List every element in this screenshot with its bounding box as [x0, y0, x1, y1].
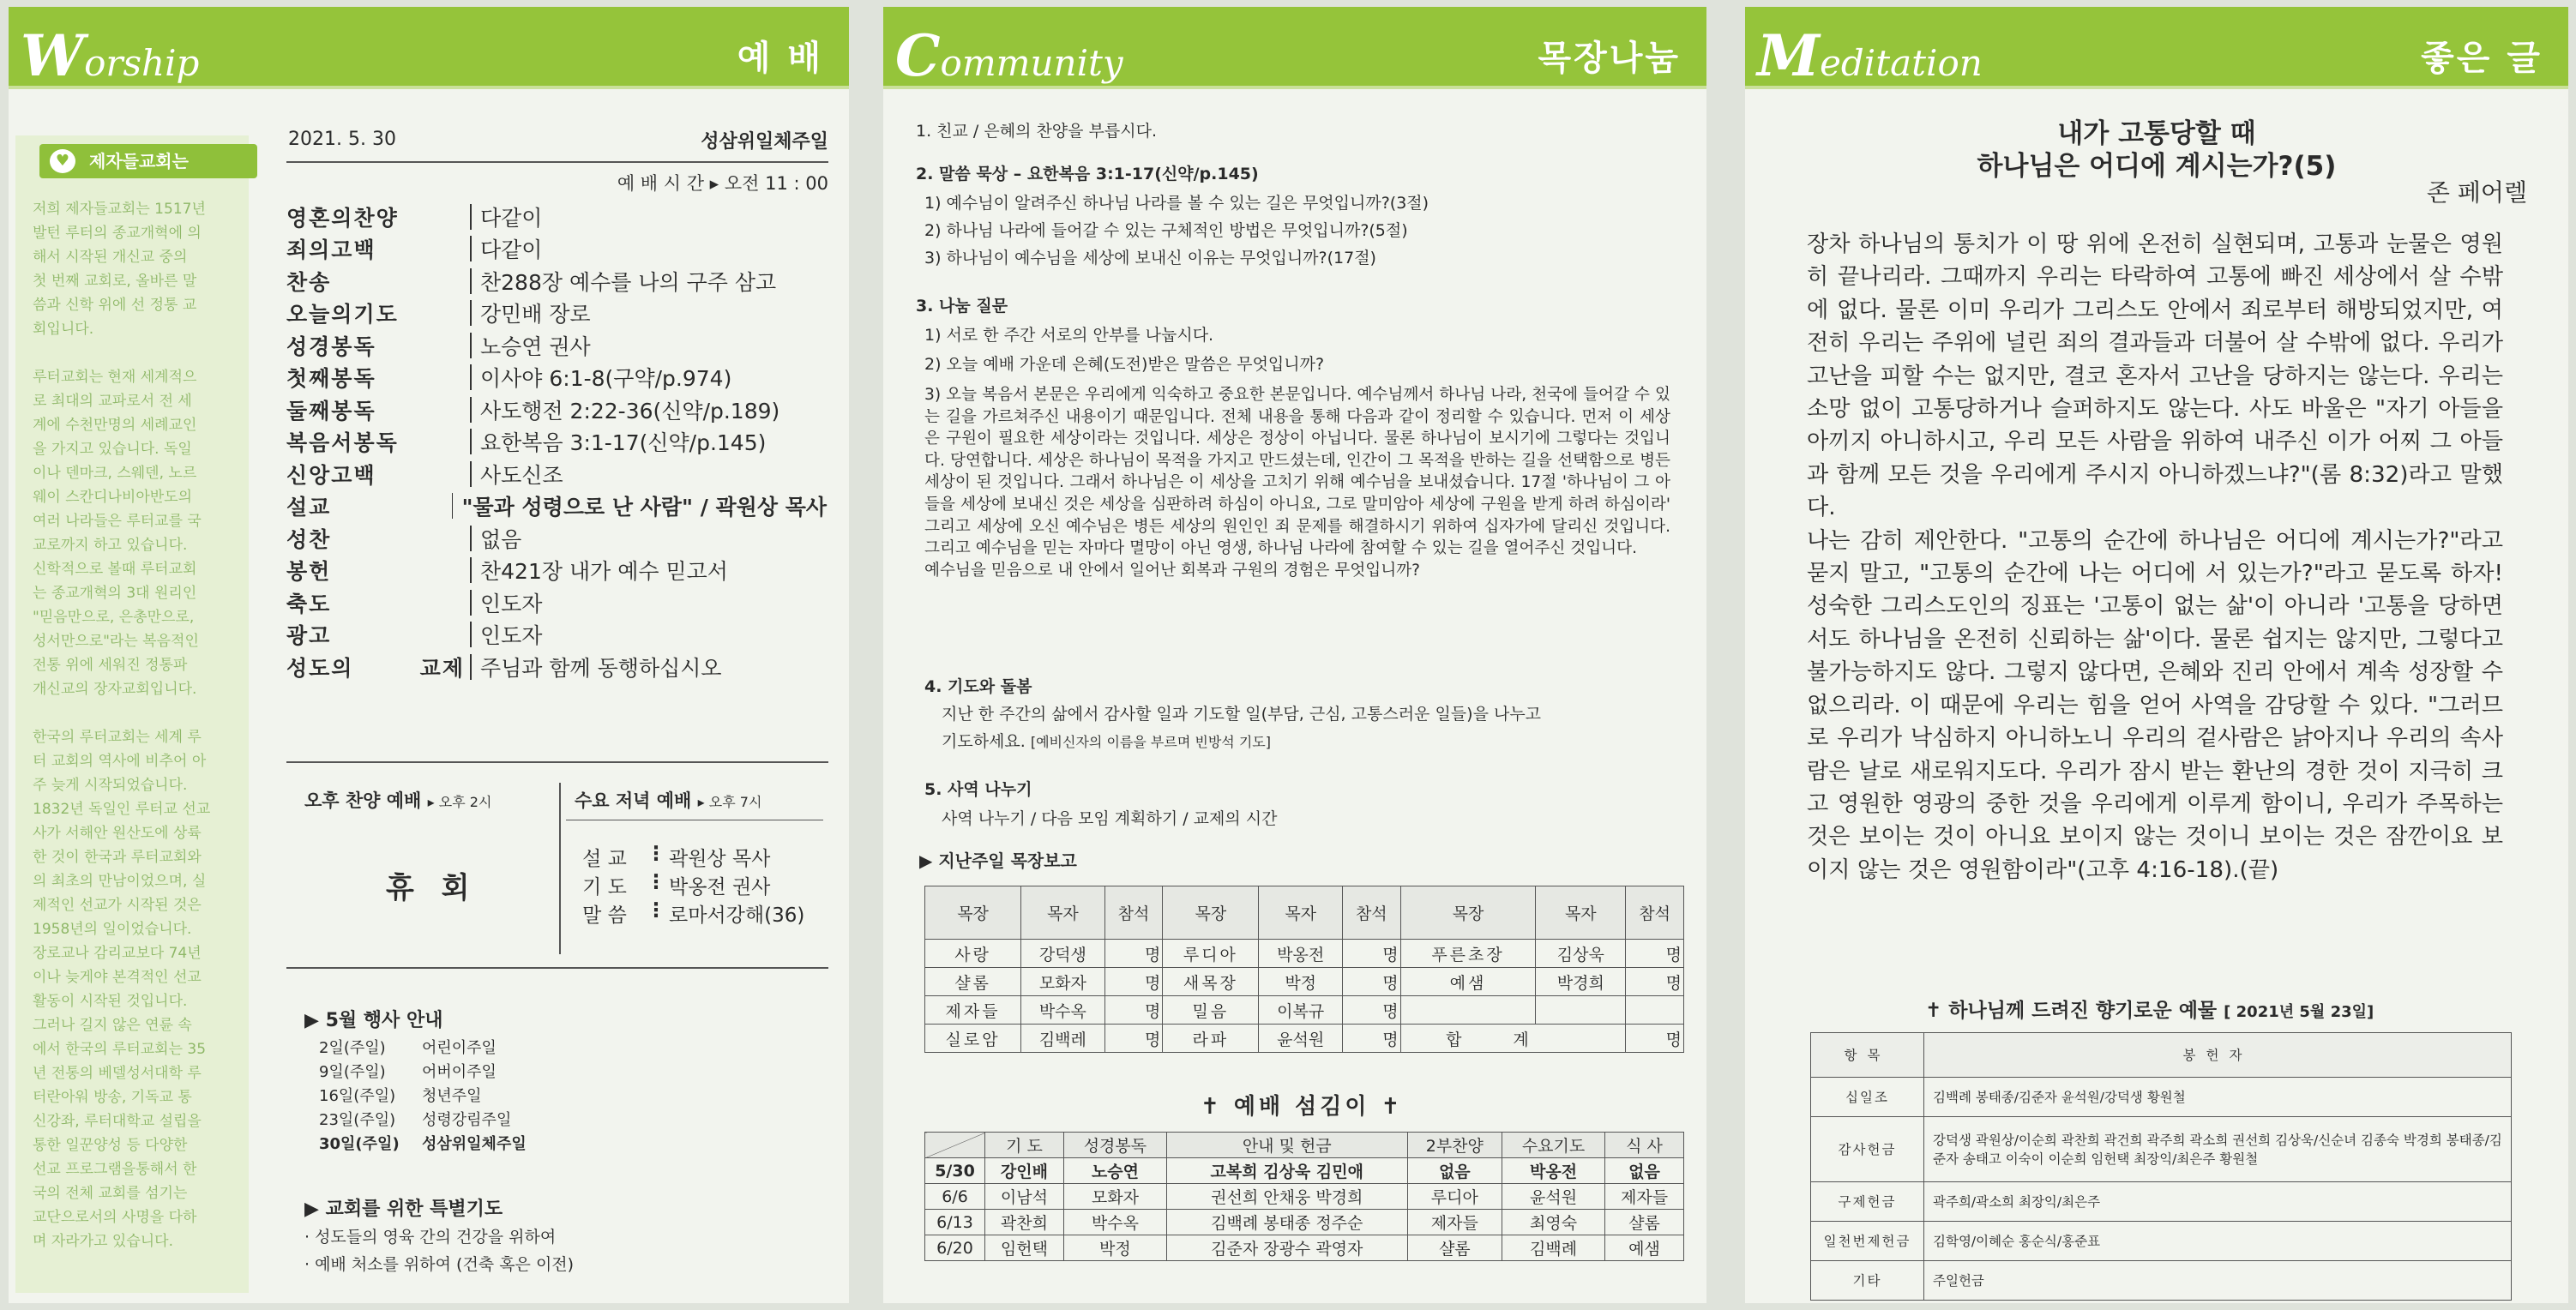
sunday-name: 성삼위일체주일 — [701, 131, 828, 153]
event-row: 23일(주일) 성령강림주일 — [319, 1111, 512, 1129]
table-row: 샬롬 모화자 명 새목장 박정 명 예샘 박경희 명 — [925, 968, 1684, 996]
question-5-text: 사역 나누기 / 다음 모임 계획하기 / 교제의 시간 — [942, 809, 1278, 828]
order-of-worship — [286, 201, 827, 683]
order-row: 봉헌 찬421장 내가 예수 믿고서 — [286, 559, 728, 585]
header-en: Meditation — [1757, 22, 1983, 89]
question-item: 1) 예수님이 알려주신 하나님 나라를 볼 수 있는 길은 무엇입니까?(3절) — [924, 194, 1429, 213]
heart-icon: ♥ — [50, 149, 75, 173]
meditation-author: 존 페어렐 — [2426, 178, 2527, 207]
order-row: 광고 인도자 — [286, 623, 543, 649]
table-header: 기 도 성경봉독 안내 및 헌금 2부찬양 수요기도 식 사 — [925, 1133, 1684, 1158]
table-row: 일천번제헌금 김학영/이혜순 홍순식/홍준표 — [1811, 1222, 2512, 1261]
wednesday-service-title: 수요 저녁 예배 ▸ 오후 7시 — [575, 790, 762, 811]
question-4-text: 기도하세요. [예비신자의 이름을 부르며 빈방석 기도] — [942, 732, 1271, 751]
table-row: 제자들 박수옥 명 밀음 이복규 명 — [925, 996, 1684, 1025]
service-time: 예 배 시 간 ▸ 오전 11 : 00 — [617, 173, 828, 194]
order-row: 죄의고백 다같이 — [286, 237, 543, 263]
wednesday-row: 말 씀 ⋮ 로마서강해(36) — [582, 899, 805, 927]
offering-table — [1810, 1032, 2512, 1301]
church-intro-sidebar — [15, 135, 249, 1293]
question-3: 3. 나눔 질문 — [916, 297, 1008, 315]
special-prayer-title: ▶ 교회를 위한 특별기도 — [304, 1199, 503, 1220]
prayer-item: · 성도들의 영육 간의 건강을 위하여 — [304, 1228, 557, 1247]
table-header: 목장 목자 참석 목장 목자 참석 목장 목자 참석 — [925, 886, 1684, 940]
meditation-header — [1745, 7, 2568, 89]
table-row: 사랑 강덕생 명 루디아 박옹전 명 푸른초장 김상욱 명 — [925, 940, 1684, 968]
divider — [559, 783, 561, 954]
event-row: 16일(주일) 청년주일 — [319, 1087, 482, 1105]
divider — [286, 967, 828, 969]
order-row: 신앙고백 사도신조 — [286, 462, 563, 488]
table-row: 감사헌금 강덕생 곽원상/이순희 곽찬희 곽건희 곽주희 곽소희 권선희 김상욱/신순녀 김종숙 박경희 봉태종/김준자 송태고 이숙이 이순희 임헌택 최장익/최은주 황원철 — [1811, 1117, 2512, 1182]
table-row: 십일조 김백례 봉태종/김준자 윤석원/강덕생 황원철 — [1811, 1078, 2512, 1117]
meditation-title: 내가 고통당할 때 — [2057, 118, 2256, 149]
header-ko: 목장나눔 — [1538, 39, 1681, 78]
meditation-subtitle: 하나님은 어디에 계시는가?(5) — [1977, 151, 2337, 182]
worship-header — [9, 7, 849, 89]
event-row: 9일(주일) 어버이주일 — [319, 1063, 497, 1081]
question-5: 5. 사역 나누기 — [924, 780, 1032, 799]
table-row: 기타 주일헌금 — [1811, 1261, 2512, 1301]
table-row: 실로암 김백레 명 라파 윤석원 명 합계 명 — [925, 1025, 1684, 1053]
table-row: 구제헌금 곽주희/곽소희 최장익/최은주 — [1811, 1182, 2512, 1222]
order-row: 첫째봉독 이사야 6:1-8(구약/p.974) — [286, 366, 732, 392]
question-4-text: 지난 한 주간의 삶에서 감사할 일과 기도할 일(부담, 근심, 고통스러운 일들)을 나누고 — [942, 705, 1542, 724]
order-row: 오늘의기도 강민배 장로 — [286, 302, 591, 328]
header-ko: 좋은 글 — [2421, 39, 2543, 78]
intro-tag: ♥ 제자들교회는 — [39, 144, 257, 178]
table-row: 6/20 임헌택 박정 김준자 장광수 곽영자 샬롬 김백례 예샘 — [925, 1235, 1684, 1261]
wednesday-row: 기 도 ⋮ 박옹전 권사 — [582, 871, 771, 898]
header-en: Community — [895, 22, 1123, 89]
intro-text: 저희 제자들교회는 1517년 발턴 루터의 종교개혁에 의 해서 시작된 개신교 중의 첫 번째 교회로, 올바른 말 씀과 신학 위에 선 정통 교 회입니다. 루터교회는 현재 세계적으 로 최대의 교파로서 전 세 계에 수천만명의 세례교인 을 가지고 있습니다. 독일 이나 덴마크, 스웨덴, 노르 웨이 스칸디나비아반도의 여러 나라들은 루터교를 국 교로까지 하고 있습니다. 신학적으로 볼때 루터교회 는 종교개혁의 3대 원리인 "믿음만으로, 은총만으로, 성서만으로"라는 복음적인 전통 위에 세워진 정통파 개신교의 장자교회입니다. 한국의 루터교회는 세계 루 터 교회의 역사에 비추어 아 주 늦게 시작되었습니다. 1832년 독일인 루터교 선교 사가 서해안 원산도에 상륙 한 것이 한국과 루터교회와 의 최초의 만남이었으며, 실 제적인 선교가 시작된 것은 1958년의 일이었습니다. 장로교나 감리교보다 74년 이나 늦게야 본격적인 선교 활동이 시작된 것입니다. 그러나 길지 않은 연륜 속 에서 한국의 루터교회는 35 년 전통의 베델성서대학 루 터란아워 방송, 기독교 통 신강좌, 루터대학교 설립을 통한 일꾼양성 등 다양한 선교 프로그램을통해서 한 국의 전체 교회를 섬기는 교단으로서의 사명을 다하 며 자라가고 있습니다. — [33, 201, 211, 1250]
worship-panel — [9, 7, 849, 1303]
order-row: 둘째봉독 사도행전 2:22-36(신약/p.189) — [286, 398, 780, 424]
event-row: 2일(주일) 어린이주일 — [319, 1039, 497, 1057]
mokjang-report-table — [924, 886, 1684, 1053]
order-row: 성경봉독 노승연 권사 — [286, 334, 591, 359]
afternoon-service-title: 오후 찬양 예배 ▸ 오후 2시 — [304, 790, 492, 811]
question-item: 2) 오늘 예배 가운데 은혜(도전)받은 말씀은 무엇입니까? — [924, 355, 1325, 374]
meditation-panel — [1745, 7, 2568, 1303]
order-row: 복음서봉독 요한복음 3:1-17(신약/p.145) — [286, 430, 767, 456]
servers-title: ✝ 예배 섬김이 ✝ — [1201, 1094, 1404, 1120]
question-2: 2. 말씀 묵상 – 요한복음 3:1-17(신약/p.145) — [916, 165, 1259, 183]
worship-servers-table — [924, 1132, 1684, 1261]
divider — [286, 161, 828, 163]
service-date: 2021. 5. 30 — [288, 129, 396, 150]
order-row: 찬송 찬288장 예수를 나의 구주 삼고 — [286, 269, 777, 295]
report-title: ▶ 지난주일 목장보고 — [919, 850, 1077, 871]
order-row: 영혼의찬양 다같이 — [286, 205, 543, 231]
meditation-text: 장차 하나님의 통치가 이 땅 위에 온전히 실현되며, 고통과 눈물은 영원히 끝나리라. 그때까지 우리는 타락하여 고통에 빠진 세상에서 살 수밖에 없다. 물론 이미 우리가 그리스도 안에서 죄로부터 해방되었지만, 여전히 우리는 주위에 널린 죄의 결과들과 더불어 살 수밖에 없다. 우리가 고난을 피할 수는 없지만, 결코 혼자서 고난을 당하지는 않는다. 우리는 소망 없이 고통당하거나 슬퍼하지도 않는다. 사도 바울은 "자기 아들을 아끼지 아니하시고, 우리 모든 사람을 위하여 내주신 이가 어찌 그 아들과 함께 모든 것을 우리에게 주시지 아니하겠느냐?"(롬 8:32)라고 말했다. 나는 감히 제안한다. "고통의 순간에 하나님은 어디에 계시는가?"라고 묻지 말고, "고통의 순간에 나는 어디에 서 있는가?"라고 묻도록 하자! 성숙한 그리스도인의 징표는 '고통이 없는 삶'이 아니라 '고통을 당하면서도 하나님을 온전히 신뢰하는 삶'이다. 물론 쉽지는 않지만, 그렇다고 불가능하지도 않다. 그렇지 않다면, 은혜와 진리 안에서 계속 성장할 수 없으리라. 이 때문에 우리는 힘을 얻어 사역을 감당할 수 있다. "그러므로 우리가 낙심하지 아니하노니 우리의 겉사람은 낡아지나 우리의 속사람은 날로 새로워지도다. 우리가 잠시 받는 환난의 경한 것이 지극히 크고 영원한 영광의 중한 것을 우리에게 이루게 함이니, 우리가 주목하는 것은 보이는 것이 아니요 보이지 않는 것이니 보이는 것은 잠깐이요 보이지 않는 것은 영원함이라"(고후 4:16-18).(끝) — [1807, 231, 2503, 883]
question-1: 1. 친교 / 은혜의 찬양을 부릅시다. — [916, 122, 1158, 141]
afternoon-service-status: 휴 회 — [386, 871, 478, 905]
offering-title: ✝ 하나님께 드려진 향기로운 예물 [ 2021년 5월 23일] — [1925, 1000, 2374, 1022]
question-item: 3) 하나님이 예수님을 세상에 보내신 이유는 무엇입니까?(17절) — [924, 249, 1376, 267]
question-item: 2) 하나님 나라에 들어갈 수 있는 구체적인 방법은 무엇입니까?(5절) — [924, 221, 1408, 240]
order-row: 설교 "물과 성령으로 난 사람" / 곽원상 목사 — [286, 495, 827, 520]
header-en: Worship — [21, 22, 200, 89]
wednesday-row: 설 교 ⋮ 곽원상 목사 — [582, 843, 771, 870]
table-header: 항목 봉헌자 — [1811, 1033, 2512, 1078]
question-4: 4. 기도와 돌봄 — [924, 677, 1032, 696]
order-row: 축도 인도자 — [286, 591, 543, 616]
table-row: 6/13 곽찬희 박수옥 김백례 봉태종 정주순 제자들 최영숙 샬롬 — [925, 1210, 1684, 1235]
event-row: 30일(주일) 성삼위일체주일 — [319, 1135, 527, 1153]
community-header — [883, 7, 1706, 89]
divider — [286, 761, 828, 763]
question-item: 1) 서로 한 주간 서로의 안부를 나눕시다. — [924, 326, 1214, 345]
header-ko: 예 배 — [737, 39, 823, 78]
prayer-item: · 예배 처소를 위하여 (건축 혹은 이전) — [304, 1255, 575, 1274]
events-title: ▶ 5월 행사 안내 — [304, 1010, 443, 1031]
table-row: 5/30 강인배 노승연 고복희 김상욱 김민애 없음 박옹전 없음 — [925, 1158, 1684, 1184]
community-panel — [883, 7, 1706, 1303]
table-row: 6/6 이남석 모화자 권선희 안채웅 박경희 루디아 윤석원 제자들 — [925, 1184, 1684, 1210]
order-row: 성도의 교제 주님과 함께 동행하십시오 — [286, 655, 722, 681]
order-row: 성찬 없음 — [286, 526, 522, 552]
question-3-paragraph: 3) 오늘 복음서 본문은 우리에게 익숙하고 중요한 본문입니다. 예수님께서 하나님 나라, 천국에 들어갈 수 있는 길을 가르쳐주신 내용이기 때문입니다. 전체 내용을 통해 다음과 같이 정리할 수 있습니다. 먼저 이 세상은 구원이 필요한 세상이라는 것입니다. 세상은 정상이 아닙니다. 물론 하나님이 보시기에 그렇다는 것입니다. 당연합니다. 세상은 하나님이 목적을 가지고 만드셨는데, 인간이 그 목적을 반하는 길을 선택함으로 병든 세상이 된 것입니다. 그래서 하나님은 이 세상을 고치기 위해 예수님을 보내셨습니다. 17절 '하나님이 그 아들을 세상에 보내신 것은 세상을 심판하려 하심이 아니요, 그로 말미암아 세상에 구원을 받게 하려 하심이라' 그리고 세상에 오신 예수님은 병든 세상의 원인인 죄 문제를 해결하시기 위하여 십자가에 달리신 것입니다. 그리고 예수님을 믿는 자마다 멸망이 아닌 영생, 하나님 나라에 참여할 수 있는 길을 열어주신 것입니다. 예수님을 믿음으로 내 안에서 일어난 회복과 구원의 경험은 무엇입니까? — [924, 386, 1670, 580]
